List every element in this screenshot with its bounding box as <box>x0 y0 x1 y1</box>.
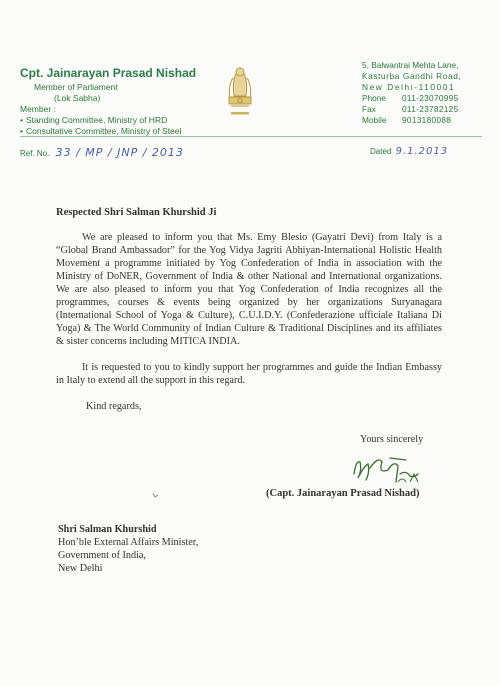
dated-label: Dated <box>370 147 392 156</box>
ref-value: 33 / MP / JNP / 2013 <box>55 146 184 159</box>
paragraph-2: It is requested to you to kindly support her programmes and guide the Indian Embassy in Italy to extend all the support in this regard. <box>56 362 442 386</box>
recipient-line: Hon’ble External Affairs Minister, <box>58 537 199 548</box>
letter-body <box>56 206 442 413</box>
handwritten-signature <box>348 452 432 486</box>
reference-number <box>20 146 184 159</box>
dated-value: 9.1.2013 <box>395 146 449 157</box>
fax-number: 011-23782125 <box>402 104 459 114</box>
ref-label: Ref. No. <box>20 149 50 158</box>
national-emblem-icon <box>222 62 258 122</box>
committee-item: • Standing Committee, Ministry of HRD <box>20 115 220 126</box>
sender-house: (Lok Sabha) <box>54 93 101 103</box>
closing: Kind regards, <box>86 401 142 412</box>
letterhead-right <box>362 60 482 126</box>
recipient-line: New Delhi <box>58 563 103 574</box>
recipient-block <box>58 523 198 575</box>
sender-name: Cpt. Jainarayan Prasad Nishad <box>20 66 197 80</box>
mobile-label: Mobile <box>362 115 387 125</box>
letterhead-divider <box>20 136 482 137</box>
committee-item: • Consultative Committee, Ministry of Steel <box>20 126 220 137</box>
address-line: 5, Balwantrai Mehta Lane, <box>362 60 459 70</box>
signer-name: (Capt. Jainarayan Prasad Nishad) <box>266 488 420 499</box>
letter-date <box>370 146 448 157</box>
salutation: Respected Shri Salman Khurshid Ji <box>56 207 217 218</box>
address-line: New Delhi-110001 <box>362 82 456 92</box>
complimentary-close: Yours sincerely <box>360 434 424 445</box>
fax-label: Fax <box>362 104 376 114</box>
phone-label: Phone <box>362 93 386 103</box>
mobile-number: 9013180088 <box>402 115 452 125</box>
ink-mark <box>152 492 160 498</box>
address-line: Kasturba Gandhi Road, <box>362 71 462 81</box>
sender-title: Member of Parliament <box>34 82 118 92</box>
recipient-line: Government of India, <box>58 550 146 561</box>
phone-number: 011-23070995 <box>402 93 459 103</box>
paragraph-1: We are pleased to inform you that Ms. Emy Blesio (Gayatri Devi) from Italy is a “Global Brand Ambassador” for the Yog Vidya Jagriti Abhiyan-International Holistic Health Movement a programme initiated by Yog Confederation of India in association with the Ministry of DoNER, Government of India & other National and International organizations. We are also pleased to inform you that Yog Confederation of India recognizes all the programmes, courses & events being organized by her organizations Suryanagara (International School of Yoga & Culture), C.U.I.D.Y. (Confederazione ufficiale Italiana Di Yoga) & The World Community of Indian Culture & Traditional Disciplines and its affiliates & sister concerns including MITICA INDIA. <box>56 232 442 347</box>
recipient-name: Shri Salman Khurshid <box>58 524 157 535</box>
member-label: Member : <box>20 104 56 114</box>
letterhead-left <box>20 66 220 137</box>
